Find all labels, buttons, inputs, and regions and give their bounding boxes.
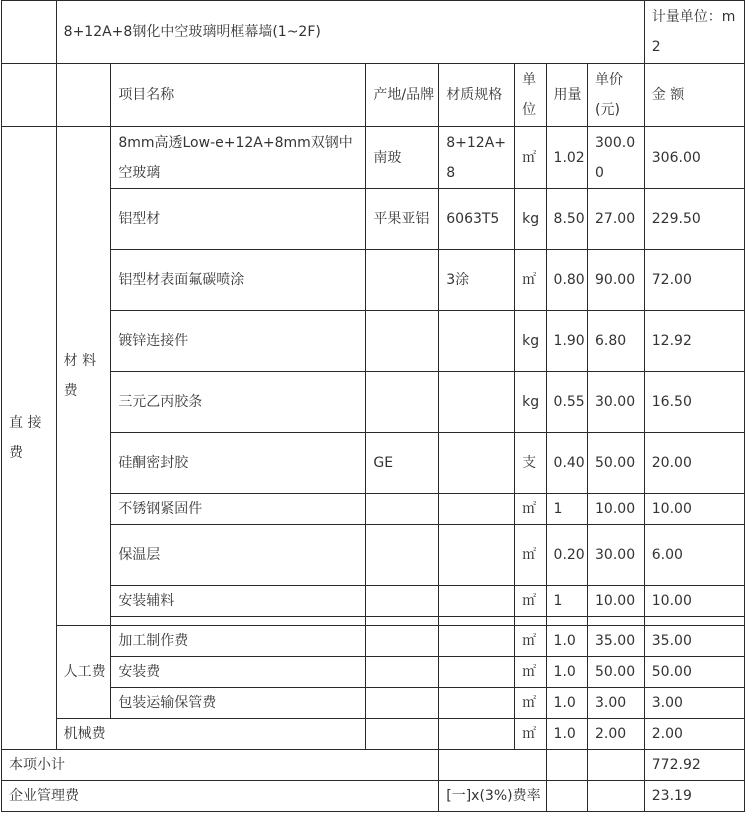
header-row <box>2 64 745 127</box>
item-spec <box>439 586 515 617</box>
item-spec: 6063T5 <box>439 189 515 250</box>
management-fee-row <box>2 781 745 812</box>
table-row <box>2 250 745 311</box>
item-amount: 10.00 <box>644 586 744 617</box>
table-row <box>2 626 745 657</box>
labor-cost-label: 人工费 <box>56 626 111 719</box>
item-price: 10.00 <box>588 494 645 525</box>
subtotal-blank-qty <box>546 750 587 781</box>
management-blank-qty <box>546 781 587 812</box>
item-name: 三元乙丙胶条 <box>111 372 366 433</box>
subtotal-amount: 772.92 <box>644 750 744 781</box>
table-row <box>2 311 745 372</box>
item-qty: 1.0 <box>546 626 587 657</box>
item-amount: 6.00 <box>644 525 744 586</box>
item-origin <box>366 525 439 586</box>
item-amount: 12.92 <box>644 311 744 372</box>
management-label: 企业管理费 <box>2 781 439 812</box>
spacer-cell <box>644 617 744 626</box>
title-row <box>2 1 745 64</box>
item-origin: 平果亚铝 <box>366 189 439 250</box>
item-amount: 229.50 <box>644 189 744 250</box>
item-unit: ㎡ <box>515 719 546 750</box>
header-spec: 材质规格 <box>439 64 515 127</box>
item-origin: 南玻 <box>366 127 439 189</box>
table-row <box>2 719 745 750</box>
header-blank-1 <box>2 64 57 127</box>
item-qty: 1 <box>546 494 587 525</box>
item-unit: kg <box>515 372 546 433</box>
item-price: 6.80 <box>588 311 645 372</box>
item-price: 90.00 <box>588 250 645 311</box>
item-name: 8mm高透Low-e+12A+8mm双钢中空玻璃 <box>111 127 366 189</box>
item-spec <box>439 719 515 750</box>
item-amount: 3.00 <box>644 688 744 719</box>
item-amount: 72.00 <box>644 250 744 311</box>
table-title: 8+12A+8钢化中空玻璃明框幕墙(1~2F) <box>56 1 644 64</box>
item-name: 镀锌连接件 <box>111 311 366 372</box>
subtotal-basis <box>439 750 546 781</box>
item-origin: GE <box>366 433 439 494</box>
table-row <box>2 189 745 250</box>
item-unit: kg <box>515 189 546 250</box>
item-origin <box>366 657 439 688</box>
header-amount: 金 额 <box>644 64 744 127</box>
header-name: 项目名称 <box>111 64 366 127</box>
item-spec <box>439 433 515 494</box>
item-amount: 35.00 <box>644 626 744 657</box>
item-price: 10.00 <box>588 586 645 617</box>
item-qty: 0.80 <box>546 250 587 311</box>
item-unit: ㎡ <box>515 525 546 586</box>
item-price: 30.00 <box>588 372 645 433</box>
item-name: 包装运输保管费 <box>111 688 366 719</box>
item-name: 安装费 <box>111 657 366 688</box>
subtotal-label: 本项小计 <box>2 750 439 781</box>
spacer-cell <box>366 617 439 626</box>
management-basis: [一]x(3%)费率 <box>439 781 546 812</box>
item-name: 铝型材表面氟碳喷涂 <box>111 250 366 311</box>
item-unit: kg <box>515 311 546 372</box>
direct-cost-label: 直 接 费 <box>2 127 57 750</box>
item-origin <box>366 372 439 433</box>
quotation-table <box>1 0 745 812</box>
spacer-cell <box>546 617 587 626</box>
table-row <box>2 494 745 525</box>
item-qty: 8.50 <box>546 189 587 250</box>
item-spec: 3涂 <box>439 250 515 311</box>
spacer-row <box>2 617 745 626</box>
table-row <box>2 657 745 688</box>
item-qty: 1.0 <box>546 657 587 688</box>
item-price: 300.00 <box>588 127 645 189</box>
item-origin <box>366 311 439 372</box>
item-origin <box>366 494 439 525</box>
item-origin <box>366 688 439 719</box>
item-price: 35.00 <box>588 626 645 657</box>
title-blank-cell <box>2 1 57 64</box>
item-name: 铝型材 <box>111 189 366 250</box>
item-origin <box>366 719 439 750</box>
item-price: 30.00 <box>588 525 645 586</box>
table-row <box>2 688 745 719</box>
material-cost-label: 材 料 费 <box>56 127 111 626</box>
item-unit: 支 <box>515 433 546 494</box>
item-name: 加工制作费 <box>111 626 366 657</box>
item-spec <box>439 688 515 719</box>
unit-note: 计量单位：m2 <box>644 1 744 64</box>
management-amount: 23.19 <box>644 781 744 812</box>
item-price: 2.00 <box>588 719 645 750</box>
item-origin <box>366 250 439 311</box>
item-amount: 50.00 <box>644 657 744 688</box>
item-name: 不锈钢紧固件 <box>111 494 366 525</box>
item-unit: ㎡ <box>515 657 546 688</box>
management-blank-price <box>588 781 645 812</box>
item-price: 50.00 <box>588 433 645 494</box>
item-origin <box>366 586 439 617</box>
item-unit: ㎡ <box>515 626 546 657</box>
item-spec <box>439 626 515 657</box>
header-qty: 用量 <box>546 64 587 127</box>
item-qty: 0.40 <box>546 433 587 494</box>
item-qty: 0.55 <box>546 372 587 433</box>
item-spec <box>439 525 515 586</box>
table-row <box>2 433 745 494</box>
item-amount: 10.00 <box>644 494 744 525</box>
header-origin: 产地/品牌 <box>366 64 439 127</box>
table-row <box>2 127 745 189</box>
spacer-cell <box>515 617 546 626</box>
item-unit: ㎡ <box>515 688 546 719</box>
item-name: 硅酮密封胶 <box>111 433 366 494</box>
table-row <box>2 525 745 586</box>
item-qty: 1.02 <box>546 127 587 189</box>
item-qty: 1.90 <box>546 311 587 372</box>
item-spec: 8+12A+8 <box>439 127 515 189</box>
item-origin <box>366 626 439 657</box>
subtotal-blank-price <box>588 750 645 781</box>
item-spec <box>439 311 515 372</box>
item-name: 保温层 <box>111 525 366 586</box>
item-unit: ㎡ <box>515 586 546 617</box>
item-unit: ㎡ <box>515 127 546 189</box>
spacer-cell <box>588 617 645 626</box>
subtotal-row <box>2 750 745 781</box>
item-unit: ㎡ <box>515 494 546 525</box>
item-price: 27.00 <box>588 189 645 250</box>
item-qty: 1 <box>546 586 587 617</box>
item-spec <box>439 494 515 525</box>
header-price: 单价(元) <box>588 64 645 127</box>
spacer-cell <box>439 617 515 626</box>
item-spec <box>439 657 515 688</box>
item-unit: ㎡ <box>515 250 546 311</box>
item-spec <box>439 372 515 433</box>
item-amount: 306.00 <box>644 127 744 189</box>
item-qty: 1.0 <box>546 688 587 719</box>
item-qty: 1.0 <box>546 719 587 750</box>
machine-cost-label: 机械费 <box>56 719 366 750</box>
table-row <box>2 372 745 433</box>
item-amount: 20.00 <box>644 433 744 494</box>
item-name: 安装辅料 <box>111 586 366 617</box>
table-row <box>2 586 745 617</box>
item-price: 3.00 <box>588 688 645 719</box>
item-amount: 2.00 <box>644 719 744 750</box>
item-amount: 16.50 <box>644 372 744 433</box>
item-qty: 0.20 <box>546 525 587 586</box>
header-blank-2 <box>56 64 111 127</box>
spacer-cell <box>111 617 366 626</box>
item-price: 50.00 <box>588 657 645 688</box>
header-unit: 单位 <box>515 64 546 127</box>
